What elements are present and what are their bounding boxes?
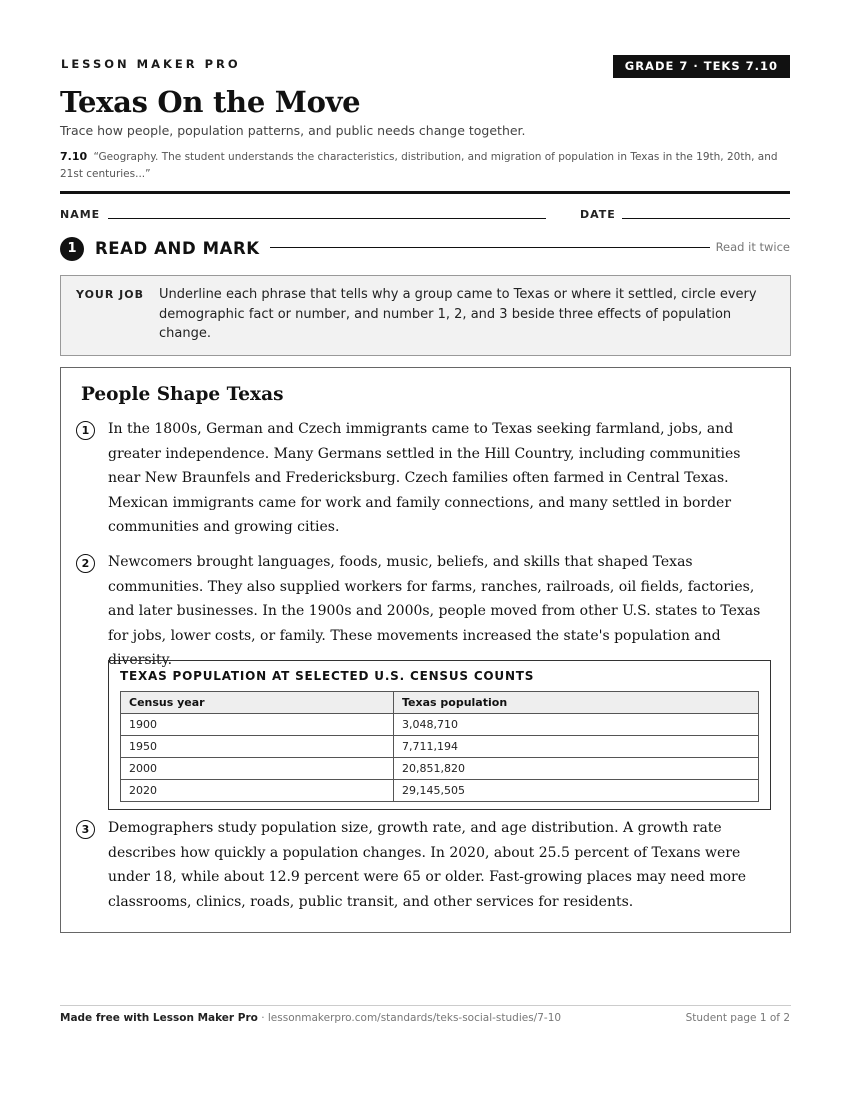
paragraph-1: In the 1800s, German and Czech immigrants came to Texas seeking farmland, jobs, and greater independence. Many Germans settled in the Hill Country, including communities near New Braunfels and Fredericksburg. Czech families often farmed in Central Texas. Mexican immigrants came for work and family connections, and many settled in border communities and growing cities. [108,421,741,535]
cell-population: 20,851,820 [394,758,759,780]
standard-statement [60,148,795,183]
table-header-row [121,692,759,714]
name-field[interactable] [108,218,546,219]
paragraph-number-1: 1 [76,421,95,440]
footer-url[interactable]: · lessonmakerpro.com/standards/teks-social-studies/7-10 [257,1012,562,1024]
standard-code: 7.10 [60,150,88,163]
job-text: Underline each phrase that tells why a group came to Texas or where it settled, circle every demographic fact or number, and number 1, 2, and 3 beside three effects of population change. [159,287,757,341]
page-title: Texas On the Move [60,85,361,119]
table-row [121,736,759,758]
footer-divider [60,1005,791,1006]
cell-population: 29,145,505 [394,780,759,802]
table-row [121,758,759,780]
table-caption: TEXAS POPULATION AT SELECTED U.S. CENSUS COUNTS [120,669,535,683]
section-hint: Read it twice [715,240,790,254]
section-title: READ AND MARK [95,239,260,258]
column-header-population: Texas population [394,692,759,714]
cell-year: 1900 [121,714,394,736]
section-divider [270,247,710,248]
date-label: DATE [580,208,616,221]
paragraph-number-3: 3 [76,820,95,839]
table-row [121,714,759,736]
cell-population: 3,048,710 [394,714,759,736]
cell-year: 2000 [121,758,394,780]
table-row [121,780,759,802]
grade-badge: GRADE 7 · TEKS 7.10 [613,55,790,78]
paragraph-3: Demographers study population size, growth rate, and age distribution. A growth rate describes how quickly a population changes. In 2020, about 25.5 percent of Texans were under 18, while about 12.9 percent were 65 or older. Fast-growing places may need more classrooms, clinics, roads, public transit, and other services for residents. [108,820,747,910]
reading-passage [60,367,791,933]
cell-year: 2020 [121,780,394,802]
reading-title: People Shape Texas [81,384,284,405]
header-divider [60,191,790,194]
section-number-badge: 1 [60,237,84,261]
footer-made-by: Made free with Lesson Maker Pro [60,1012,258,1024]
name-label: NAME [60,208,101,221]
page-subtitle: Trace how people, population patterns, and public needs change together. [60,123,526,138]
brand-name: LESSON MAKER PRO [61,57,241,71]
footer-credit [60,1012,561,1024]
date-field[interactable] [622,218,790,219]
job-instructions-box [60,275,791,356]
paragraph-number-2: 2 [76,554,95,573]
job-label: YOUR JOB [76,288,144,301]
page-indicator: Student page 1 of 2 [685,1012,790,1024]
population-table [120,691,759,802]
cell-year: 1950 [121,736,394,758]
population-table-box [108,660,771,810]
column-header-year: Census year [121,692,394,714]
standard-text: “Geography. The student understands the characteristics, distribution, and migration of population in Texas in the 19th, 20th, and 21st centuries...” [60,151,778,180]
cell-population: 7,711,194 [394,736,759,758]
paragraph-2: Newcomers brought languages, foods, music, beliefs, and skills that shaped Texas communities. They also supplied workers for farms, ranches, railroads, oil fields, factories, and later businesses. In the 1900s and 2000s, people moved from other U.S. states to Texas for jobs, lower costs, or family. These movements increased the state's population and diversity. [108,554,761,668]
